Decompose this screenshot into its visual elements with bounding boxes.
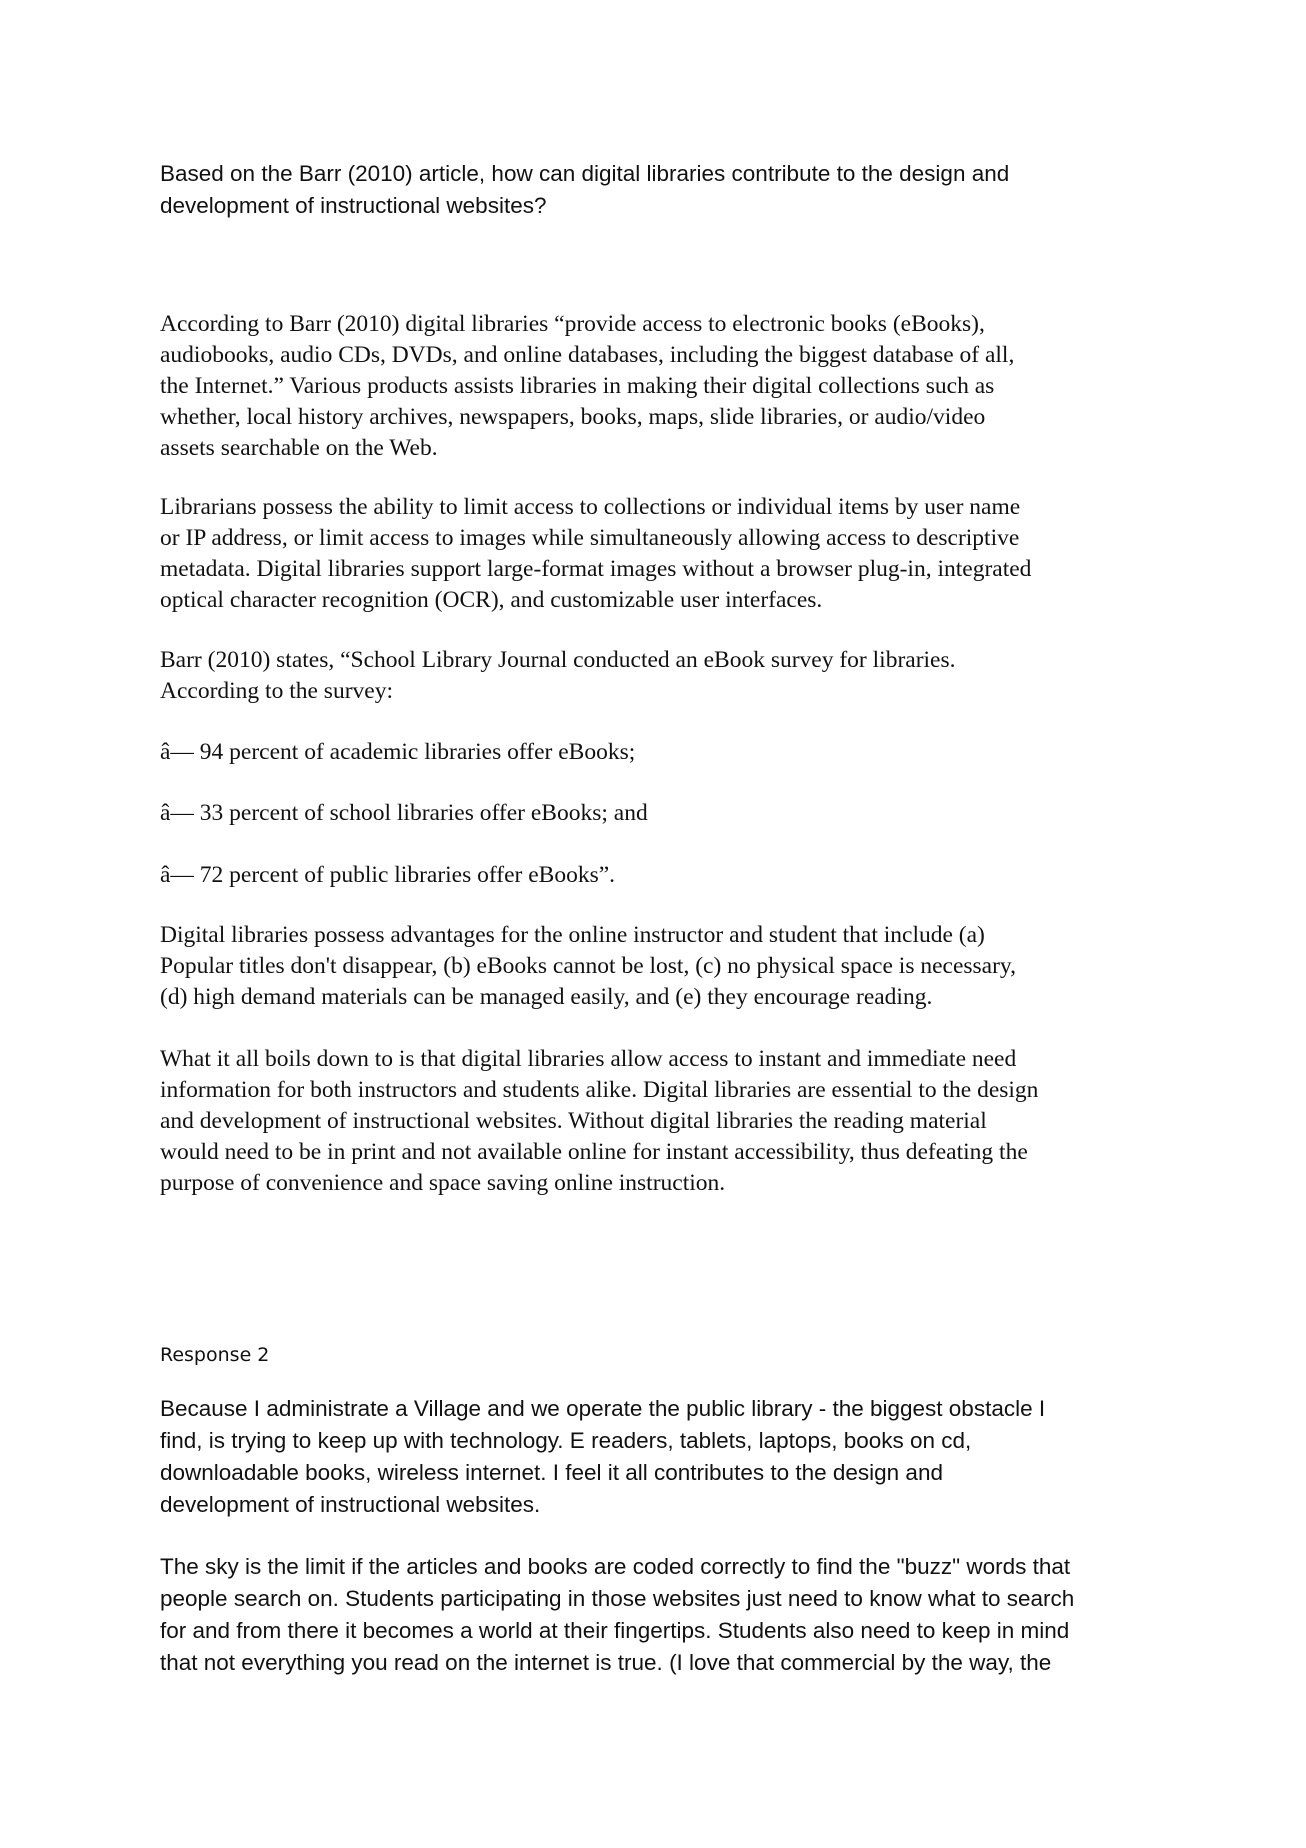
paragraph-line: (d) high demand materials can be managed easily, and (e) they encourage reading.: [160, 984, 933, 1010]
survey-bullet-public: â— 72 percent of public libraries offer eBooks”.: [160, 862, 616, 888]
paragraph-line: According to the survey:: [160, 678, 393, 704]
paragraph-line: information for both instructors and students alike. Digital libraries are essential to the design: [160, 1077, 1039, 1103]
paragraph-line: Popular titles don't disappear, (b) eBooks cannot be lost, (c) no physical space is necessary,: [160, 953, 1017, 979]
paragraph-line: purpose of convenience and space saving online instruction.: [160, 1170, 726, 1196]
paragraph-line: development of instructional websites.: [160, 1492, 541, 1517]
response2-paragraph-2: [160, 1551, 1160, 1679]
paragraph-line: Librarians possess the ability to limit access to collections or individual items by user name: [160, 494, 1021, 520]
paragraph-line: downloadable books, wireless internet. I feel it all contributes to the design and: [160, 1460, 943, 1485]
paragraph-line: Barr (2010) states, “School Library Journal conducted an eBook survey for libraries.: [160, 647, 956, 673]
paragraph-line: According to Barr (2010) digital libraries “provide access to electronic books (eBooks),: [160, 311, 985, 337]
paragraph-line: Because I administrate a Village and we operate the public library - the biggest obstacle I: [160, 1396, 1046, 1421]
paragraph-line: Digital libraries possess advantages for the online instructor and student that include (a): [160, 922, 985, 948]
paragraph-line: and development of instructional websites. Without digital libraries the reading material: [160, 1108, 987, 1134]
paragraph-line: audiobooks, audio CDs, DVDs, and online databases, including the biggest database of all,: [160, 342, 1015, 368]
paragraph-line: people search on. Students participating in those websites just need to know what to search: [160, 1586, 1075, 1611]
paragraph-line: optical character recognition (OCR), and customizable user interfaces.: [160, 587, 823, 613]
response1-paragraph-3: [160, 645, 1160, 707]
question-line: Based on the Barr (2010) article, how can digital libraries contribute to the design and: [160, 161, 1010, 186]
paragraph-line: would need to be in print and not available online for instant accessibility, thus defeating the: [160, 1139, 1028, 1165]
question-line: development of instructional websites?: [160, 193, 547, 218]
response2-paragraph-1: [160, 1393, 1160, 1521]
paragraph-line: The sky is the limit if the articles and books are coded correctly to find the "buzz" words that: [160, 1554, 1071, 1579]
survey-bullet-academic: â— 94 percent of academic libraries offer eBooks;: [160, 739, 636, 765]
paragraph-line: whether, local history archives, newspapers, books, maps, slide libraries, or audio/video: [160, 404, 986, 430]
response1-paragraph-4: [160, 920, 1160, 1013]
survey-bullet-school: â— 33 percent of school libraries offer eBooks; and: [160, 800, 648, 826]
paragraph-line: the Internet.” Various products assists libraries in making their digital collections such as: [160, 373, 995, 399]
response2-heading: Response 2: [160, 1344, 270, 1366]
paragraph-line: or IP address, or limit access to images while simultaneously allowing access to descriptive: [160, 525, 1020, 551]
paragraph-line: What it all boils down to is that digital libraries allow access to instant and immediate need: [160, 1046, 1017, 1072]
response1-paragraph-2: [160, 492, 1160, 616]
paragraph-line: that not everything you read on the internet is true. (I love that commercial by the way, the: [160, 1650, 1052, 1675]
question-text: [160, 158, 1160, 222]
response1-paragraph-1: [160, 309, 1160, 464]
paragraph-line: metadata. Digital libraries support large-format images without a browser plug-in, integrated: [160, 556, 1032, 582]
paragraph-line: assets searchable on the Web.: [160, 435, 438, 461]
response1-paragraph-5: [160, 1044, 1160, 1199]
paragraph-line: for and from there it becomes a world at their fingertips. Students also need to keep in mind: [160, 1618, 1070, 1643]
paragraph-line: find, is trying to keep up with technology. E readers, tablets, laptops, books on cd,: [160, 1428, 972, 1453]
